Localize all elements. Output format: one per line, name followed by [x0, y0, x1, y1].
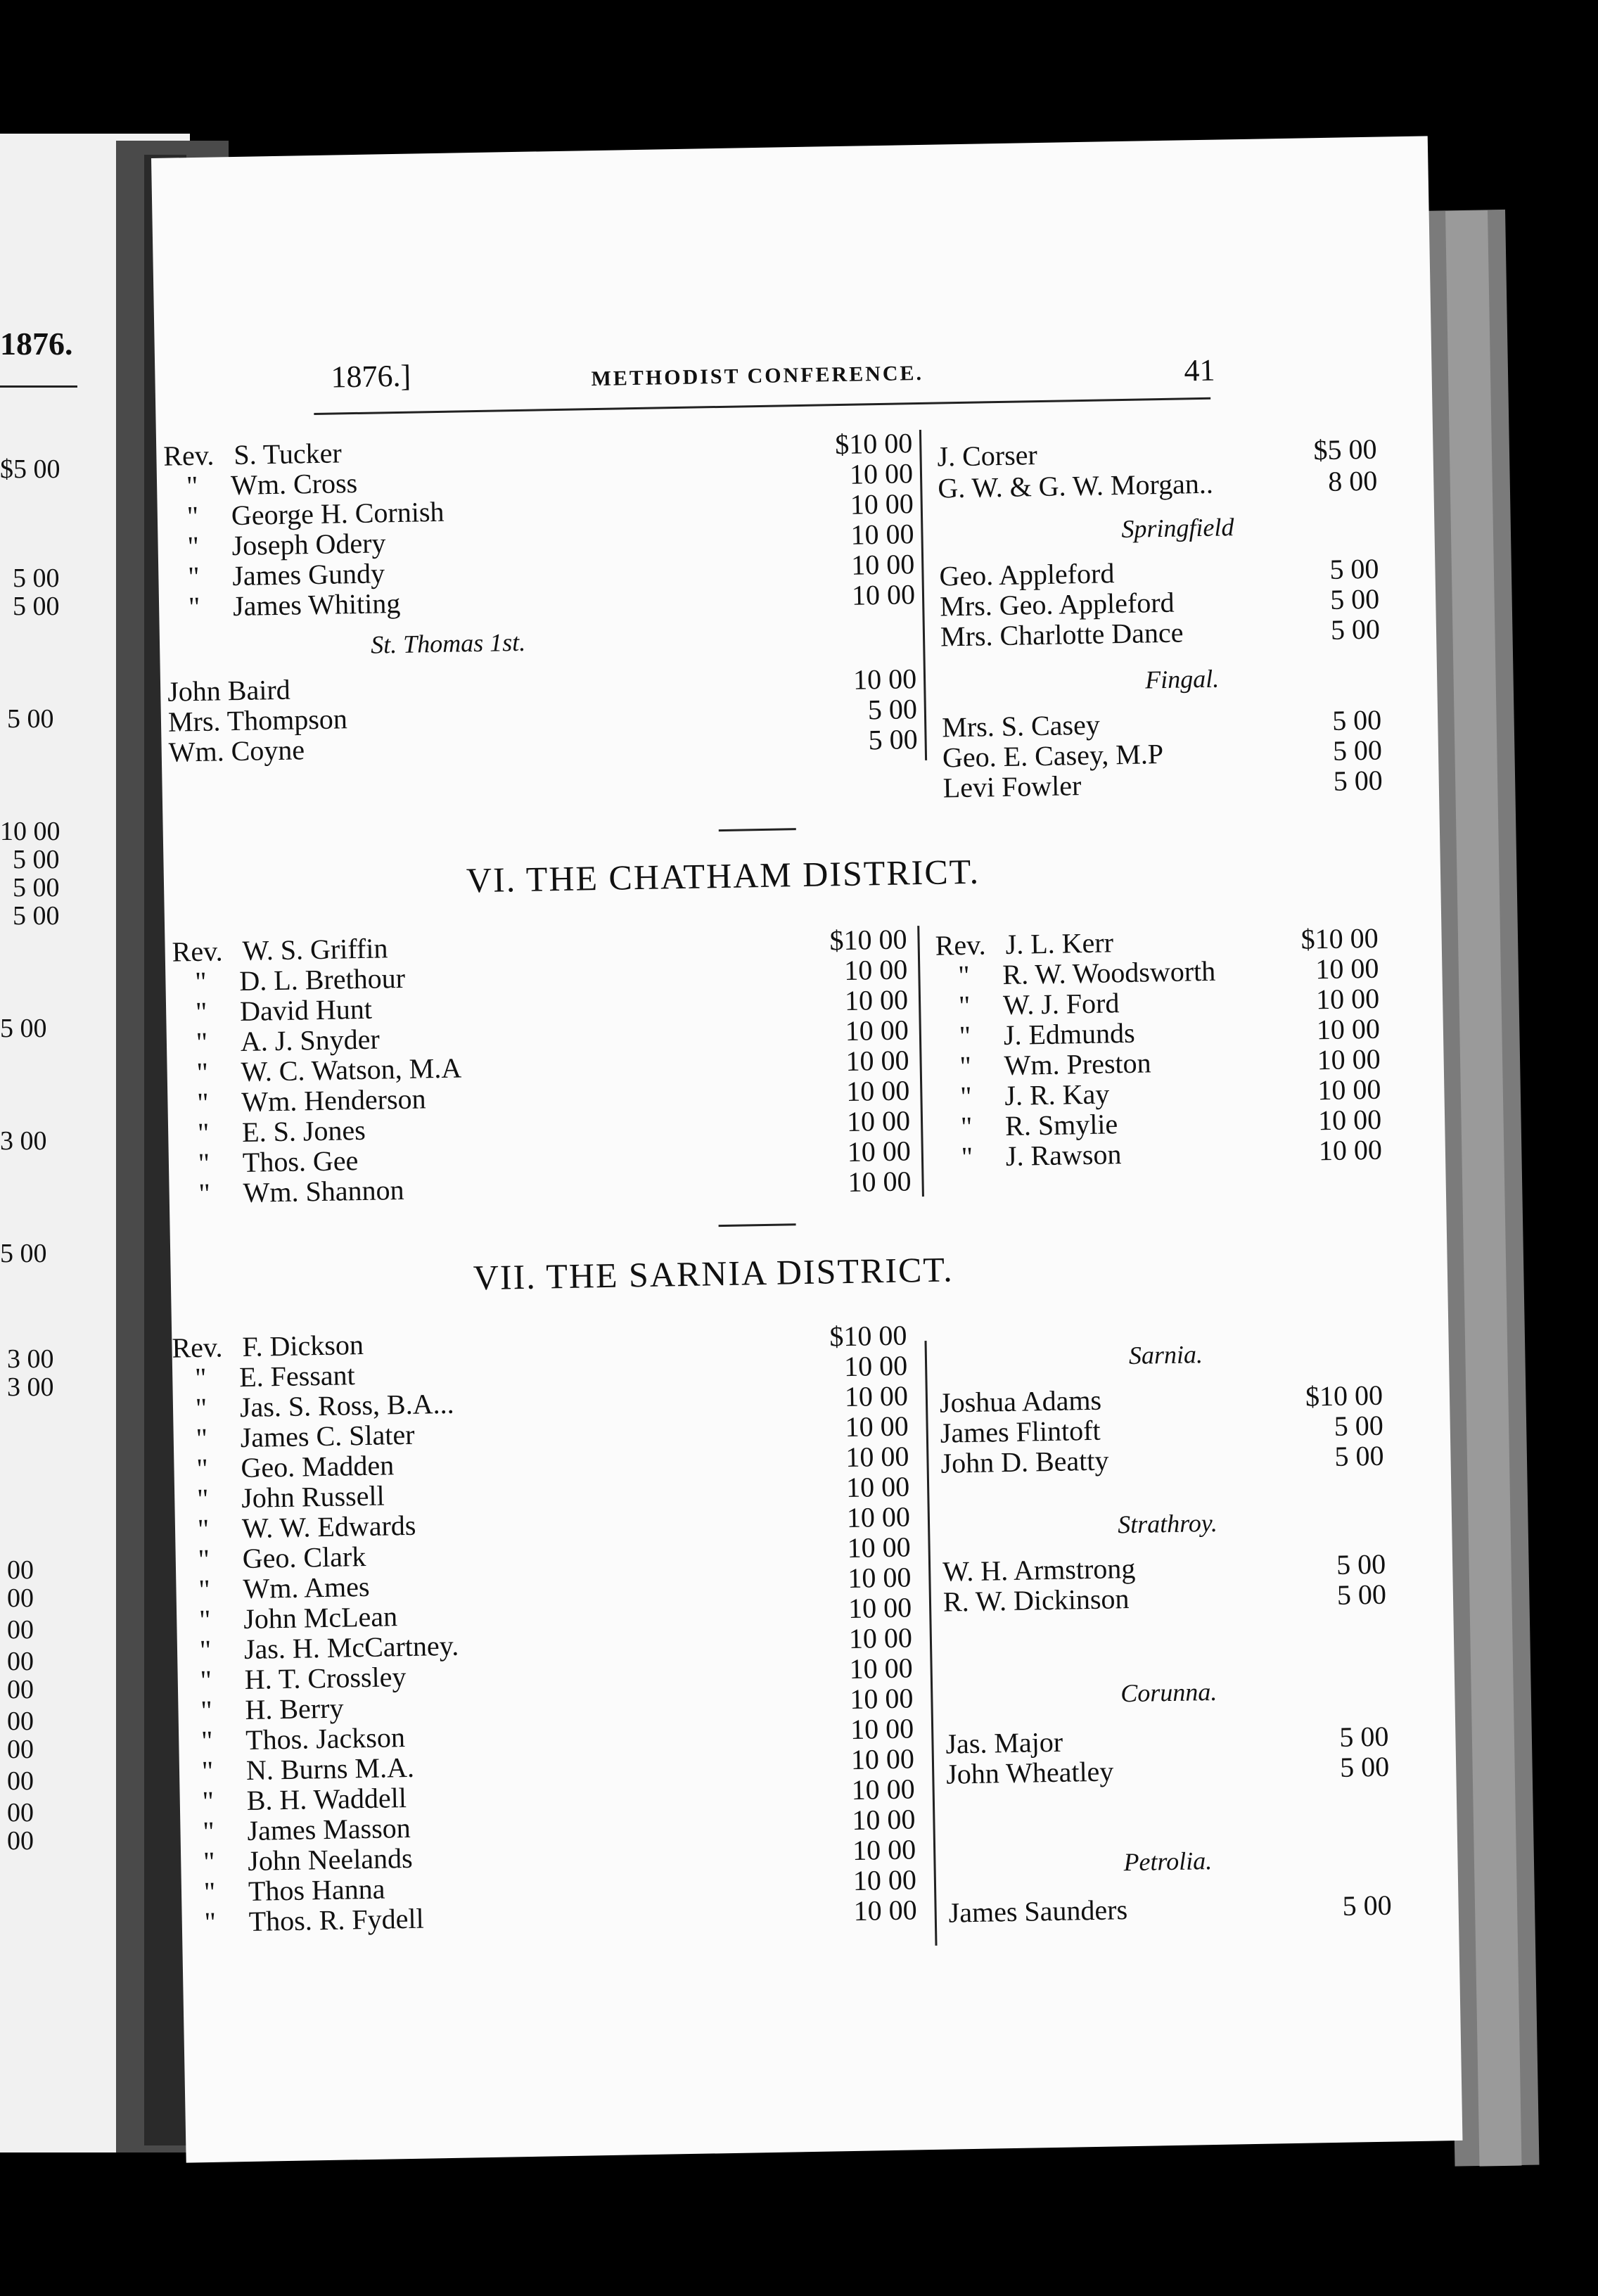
entry-amount: 10 00	[851, 1773, 916, 1806]
ditto-mark: "	[202, 1785, 215, 1818]
entry-name: Geo. Appleford	[939, 557, 1115, 592]
column-divider	[925, 1341, 938, 1946]
entry-name: Thos. Jackson	[245, 1721, 406, 1756]
left-page-amount: 10 00	[0, 817, 60, 846]
entry-name: John Baird	[167, 673, 291, 708]
ditto-mark: "	[960, 1110, 973, 1143]
entry-name: E. Fessant	[238, 1359, 356, 1393]
ditto-mark: "	[196, 1056, 209, 1089]
entry-name: W. S. Griffin	[242, 932, 388, 967]
entry-amount: 10 00	[851, 578, 916, 611]
page-content	[151, 136, 1462, 2162]
entry-amount: 8 00	[1327, 464, 1378, 497]
left-page-amount: 00	[7, 1798, 34, 1828]
left-page-amount: 3 00	[7, 1372, 54, 1402]
subheading-strathroy: Strathroy.	[1117, 1508, 1218, 1539]
entry-name: J. Corser	[937, 439, 1038, 473]
ditto-mark: "	[959, 1080, 972, 1113]
entry-name: James Whiting	[232, 587, 401, 623]
entry-name: J. Rawson	[1005, 1138, 1122, 1173]
list-item	[948, 1889, 1392, 1927]
entry-amount: 5 00	[1334, 1409, 1384, 1442]
ditto-mark: "	[957, 959, 970, 992]
ditto-mark: "	[198, 1543, 210, 1576]
entry-name: Jas. S. Ross, B.A...	[239, 1387, 454, 1424]
entry-amount: 5 00	[1332, 734, 1383, 767]
entry-amount: 5 00	[1342, 1889, 1392, 1922]
entry-name: W. C. Watson, M.A	[241, 1052, 462, 1088]
ditto-mark: "	[186, 499, 199, 532]
ditto-mark: "	[201, 1754, 214, 1787]
ditto-mark: "	[200, 1724, 213, 1757]
ditto-mark: "	[958, 989, 971, 1022]
subheading-petrolia: Petrolia.	[1123, 1847, 1213, 1877]
left-page-amount: 00	[7, 1615, 34, 1645]
entry-amount: 10 00	[1316, 1012, 1381, 1046]
ditto-mark: "	[194, 1361, 207, 1394]
entry-name: Wm. Shannon	[243, 1173, 404, 1208]
left-page-amount: 5 00	[13, 592, 60, 621]
ditto-mark: "	[188, 590, 200, 623]
rev-prefix: Rev.	[172, 935, 223, 968]
subheading-springfield: Springfield	[1121, 513, 1234, 544]
ditto-mark: "	[198, 1573, 211, 1606]
entry-name: B. H. Waddell	[246, 1782, 407, 1816]
left-page-amount: 3 00	[7, 1344, 54, 1374]
entry-amount: 5 00	[1339, 1720, 1389, 1753]
entry-name: Mrs. Thompson	[167, 703, 348, 738]
entry-amount: 10 00	[852, 1833, 916, 1866]
header-rule	[314, 397, 1210, 415]
ditto-mark: "	[204, 1906, 217, 1939]
entry-amount: 10 00	[847, 1135, 912, 1168]
entry-name: George H. Cornish	[231, 495, 445, 532]
entry-name: Mrs. Geo. Appleford	[939, 586, 1175, 623]
entry-name: F. Dickson	[242, 1328, 364, 1363]
entry-name: Joseph Odery	[231, 527, 386, 562]
entry-amount: 5 00	[1333, 764, 1383, 797]
entry-amount: 10 00	[844, 1379, 909, 1413]
left-page-amount: 5 00	[13, 563, 60, 593]
header-title: METHODIST CONFERENCE.	[591, 361, 924, 391]
entry-amount: 10 00	[845, 1044, 909, 1077]
entry-amount: 10 00	[846, 1500, 911, 1534]
entry-amount: 10 00	[846, 1104, 911, 1137]
subheading-fingal: Fingal.	[1144, 664, 1220, 694]
entry-name: W. J. Ford	[1002, 987, 1120, 1021]
entry-name: Geo. Clark	[242, 1540, 366, 1575]
right-page	[151, 136, 1462, 2162]
ditto-mark: "	[194, 965, 207, 998]
entry-amount: 10 00	[852, 663, 917, 696]
entry-name: A. J. Snyder	[240, 1023, 381, 1057]
rev-prefix: Rev.	[162, 439, 215, 472]
entry-amount: 10 00	[843, 1349, 908, 1383]
entry-name: John D. Beatty	[940, 1444, 1109, 1479]
entry-amount: 10 00	[845, 1470, 910, 1504]
entry-amount: 10 00	[843, 953, 908, 986]
left-page-rule	[0, 385, 77, 388]
entry-amount: 10 00	[850, 518, 914, 551]
entry-name: Mrs. S. Casey	[941, 708, 1101, 744]
entry-amount: 10 00	[853, 1894, 918, 1927]
entry-amount: 10 00	[1315, 952, 1379, 986]
entry-name: S. Tucker	[233, 437, 343, 471]
entry-amount: 10 00	[844, 983, 909, 1016]
entry-name: James Masson	[247, 1811, 411, 1847]
entry-name: Geo. Madden	[241, 1449, 395, 1484]
column-divider	[919, 430, 927, 760]
left-page-amount: 5 00	[13, 873, 60, 903]
entry-amount: 5 00	[1336, 1578, 1387, 1611]
entry-name: James Flintoft	[940, 1414, 1101, 1449]
ditto-mark: "	[202, 1815, 215, 1848]
entry-amount: 5 00	[868, 723, 918, 756]
ditto-mark: "	[195, 995, 207, 1028]
entry-name: David Hunt	[239, 993, 373, 1027]
entry-amount: 10 00	[1317, 1073, 1381, 1106]
entry-amount: 10 00	[850, 487, 914, 521]
ditto-mark: "	[195, 1391, 207, 1424]
entry-name: Wm. Henderson	[241, 1083, 426, 1118]
ditto-mark: "	[200, 1664, 212, 1697]
left-page-amount: 00	[7, 1555, 34, 1585]
entry-amount: $10 00	[834, 427, 913, 461]
entry-name: Thos. R. Fydell	[248, 1902, 425, 1937]
entry-amount: 10 00	[850, 1712, 914, 1745]
header-year: 1876.]	[331, 358, 411, 395]
ditto-mark: "	[196, 1422, 208, 1455]
entry-amount: 10 00	[1315, 982, 1380, 1016]
left-page-amount: 5 00	[7, 704, 54, 734]
entry-amount: 10 00	[845, 1014, 909, 1047]
entry-amount: 5 00	[1336, 1548, 1386, 1581]
entry-name: W. W. Edwards	[241, 1509, 416, 1545]
subheading-st-thomas: St. Thomas 1st.	[370, 627, 526, 659]
entry-amount: $10 00	[829, 923, 907, 957]
entry-amount: 5 00	[1331, 703, 1382, 736]
left-page-amount: 5 00	[13, 901, 60, 931]
entry-name: W. H. Armstrong	[942, 1552, 1136, 1588]
entry-name: Wm. Preston	[1004, 1047, 1151, 1082]
entry-name: H. T. Crossley	[244, 1661, 407, 1696]
entry-name: R. W. Dickinson	[942, 1583, 1130, 1618]
ditto-mark: "	[196, 1482, 209, 1515]
entry-amount: 10 00	[848, 1591, 912, 1625]
ditto-mark: "	[197, 1116, 210, 1149]
entry-amount: 10 00	[845, 1440, 909, 1474]
ditto-mark: "	[197, 1512, 210, 1545]
entry-name: Levi Fowler	[942, 770, 1082, 804]
entry-name: Joshua Adams	[939, 1384, 1102, 1419]
ditto-mark: "	[196, 1026, 208, 1059]
ditto-mark: "	[187, 530, 200, 563]
left-page-amount: 00	[7, 1766, 34, 1796]
entry-amount: 10 00	[850, 548, 915, 581]
entry-name: John Neelands	[247, 1842, 414, 1877]
entry-name: Thos Hanna	[248, 1873, 385, 1907]
ditto-mark: "	[196, 1086, 209, 1119]
left-page-year: 1876.	[0, 326, 73, 362]
entry-name: D. L. Brethour	[239, 962, 406, 997]
left-page-amount: 00	[7, 1735, 34, 1764]
entry-amount: 10 00	[845, 1410, 909, 1443]
ditto-mark: "	[186, 469, 198, 502]
entry-name: H. Berry	[245, 1692, 344, 1726]
entry-name: Jas. Major	[945, 1726, 1063, 1760]
entry-amount: $10 00	[1305, 1379, 1383, 1412]
ditto-mark: "	[198, 1603, 211, 1636]
entry-amount: $5 00	[1313, 433, 1377, 466]
entry-name: John McLean	[243, 1600, 398, 1635]
rev-prefix: Rev.	[935, 929, 986, 962]
entry-amount: $10 00	[829, 1319, 907, 1353]
left-page-amount: 00	[7, 1675, 34, 1704]
ditto-mark: "	[199, 1633, 212, 1666]
entry-amount: 10 00	[849, 457, 914, 490]
entry-amount: 5 00	[1329, 582, 1380, 616]
district-title: VI. THE CHATHAM DISTRICT.	[466, 851, 980, 900]
entry-name: John Wheatley	[945, 1755, 1114, 1790]
ditto-mark: "	[203, 1875, 216, 1908]
left-page-amount: 5 00	[13, 845, 60, 874]
entry-name: Geo. E. Casey, M.P	[942, 738, 1164, 774]
entry-amount: 10 00	[845, 1074, 910, 1107]
subheading-corunna: Corunna.	[1120, 1677, 1217, 1708]
entry-name: J. Edmunds	[1003, 1016, 1135, 1052]
entry-name: Wm. Coyne	[168, 734, 305, 768]
ditto-mark: "	[198, 1147, 210, 1180]
entry-amount: 10 00	[852, 1863, 917, 1896]
entry-name: James C. Slater	[240, 1418, 415, 1454]
entry-name: John Russell	[241, 1479, 385, 1514]
header-page-number: 41	[1184, 352, 1215, 388]
entry-amount: 10 00	[850, 1742, 915, 1775]
section-divider	[719, 1223, 796, 1227]
entry-amount: 10 00	[851, 1803, 916, 1836]
ditto-mark: "	[959, 1019, 971, 1052]
entry-name: N. Burns M.A.	[245, 1751, 415, 1786]
ditto-mark: "	[200, 1694, 213, 1727]
ditto-mark: "	[187, 560, 200, 593]
ditto-mark: "	[196, 1452, 209, 1485]
ditto-mark: "	[959, 1050, 972, 1083]
entry-amount: 10 00	[1318, 1133, 1383, 1167]
entry-name: R. W. Woodsworth	[1002, 955, 1216, 991]
entry-name: E. S. Jones	[241, 1114, 366, 1148]
ditto-mark: "	[961, 1140, 973, 1173]
entry-amount: $10 00	[1300, 921, 1379, 955]
column-divider	[917, 926, 924, 1197]
entry-name: Wm. Ames	[243, 1570, 370, 1605]
entry-amount: 10 00	[849, 1682, 914, 1715]
left-page-amount: 00	[7, 1583, 34, 1613]
entry-amount: 10 00	[848, 1165, 912, 1198]
left-page-amount: 5 00	[0, 1239, 47, 1268]
entry-amount: 10 00	[849, 1652, 914, 1685]
entry-amount: 10 00	[847, 1531, 912, 1564]
left-page-amount: 3 00	[0, 1126, 47, 1156]
entry-name: Thos. Gee	[242, 1144, 359, 1178]
entry-amount: 10 00	[848, 1621, 913, 1655]
entry-name: J. R. Kay	[1004, 1078, 1110, 1112]
entry-amount: 5 00	[1330, 613, 1381, 646]
entry-amount: 5 00	[1329, 552, 1379, 585]
ditto-mark: "	[198, 1177, 211, 1210]
left-page-amount: 00	[7, 1647, 34, 1676]
entry-name: James Saunders	[948, 1894, 1128, 1929]
section-divider	[719, 828, 796, 831]
entry-name: James Gundy	[231, 557, 385, 592]
entry-name: Wm. Cross	[230, 466, 358, 502]
left-page-amount: 00	[7, 1826, 34, 1856]
left-page-amount: 5 00	[0, 1014, 47, 1043]
entry-amount: 10 00	[1317, 1103, 1382, 1137]
entry-name: Mrs. Charlotte Dance	[940, 616, 1184, 653]
entry-amount: 10 00	[1317, 1042, 1381, 1076]
subheading-sarnia: Sarnia.	[1128, 1340, 1203, 1370]
entry-amount: 5 00	[1339, 1750, 1390, 1783]
entry-amount: 5 00	[1334, 1439, 1384, 1472]
entry-name: Jas. H. McCartney.	[243, 1629, 459, 1666]
rev-prefix: Rev.	[172, 1331, 223, 1364]
entry-name: G. W. & G. W. Morgan..	[937, 467, 1214, 504]
left-page-amount: $5 00	[0, 454, 60, 484]
entry-amount: 10 00	[847, 1561, 912, 1595]
entry-name: J. L. Kerr	[1005, 926, 1114, 960]
entry-name: R. Smylie	[1004, 1108, 1118, 1142]
entry-amount: 5 00	[867, 693, 918, 726]
left-page-amount: 00	[7, 1707, 34, 1736]
district-title: VII. THE SARNIA DISTRICT.	[473, 1249, 954, 1298]
ditto-mark: "	[203, 1845, 215, 1878]
